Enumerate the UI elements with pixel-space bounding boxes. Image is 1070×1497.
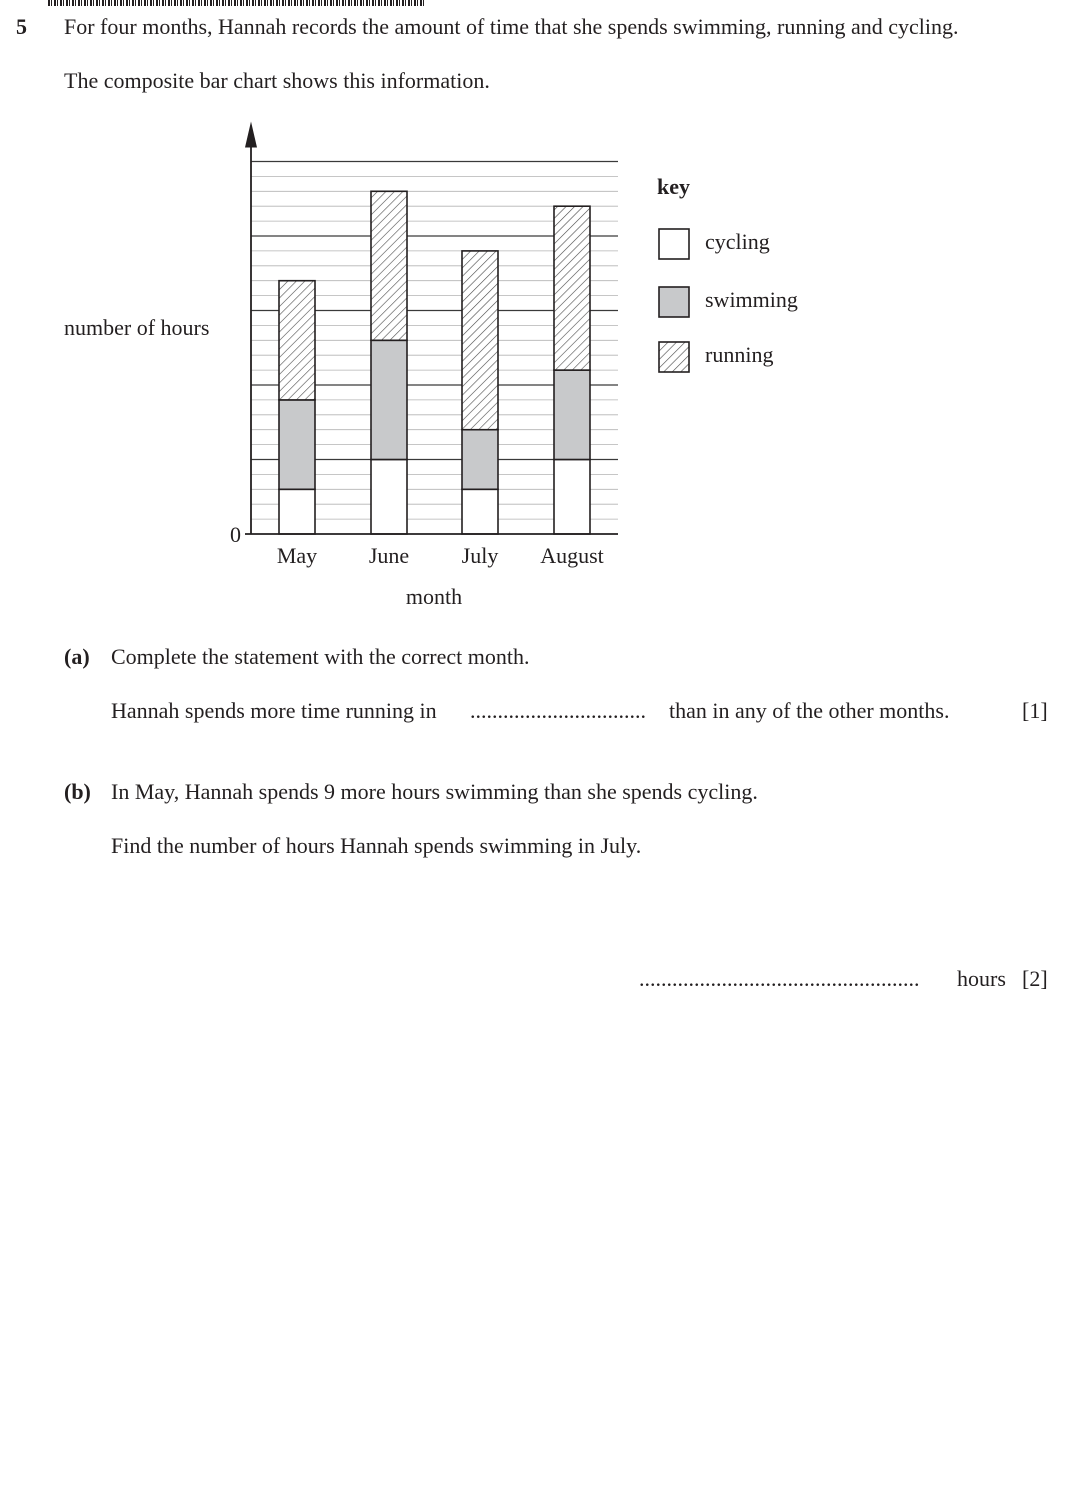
part-b-answer-unit: hours [957,966,1006,991]
part-b-line-2: Find the number of hours Hannah spends swimming in July. [111,833,642,858]
bar-running-may [279,281,315,400]
bar-cycling-july [462,489,498,534]
part-a-label: (a) [64,644,90,669]
bar-running-june [371,191,407,340]
bar-cycling-june [371,460,407,535]
composite-bar-chart [0,110,860,620]
chart-legend [657,174,798,372]
part-a-statement-start: Hannah spends more time running in [111,698,437,723]
part-b-marks: [2] [1022,966,1048,991]
x-tick-label-august: August [540,543,604,568]
part-a-statement-end: than in any of the other months. [669,698,950,723]
legend-label-swimming: swimming [705,287,798,312]
part-a-instruction: Complete the statement with the correct month. [111,644,530,669]
part-b-answer-line[interactable]: ................................................... [639,966,920,991]
question-intro-2: The composite bar chart shows this information. [64,68,490,93]
chart-labels [64,315,604,609]
bar-running-august [554,206,590,370]
part-a-marks: [1] [1022,698,1048,723]
bar-swimming-august [554,370,590,459]
legend-swatch-cycling [659,229,689,259]
chart-bars [279,191,590,534]
question-number: 5 [16,14,27,39]
part-b-label: (b) [64,779,91,804]
legend-title: key [657,174,690,199]
bar-swimming-june [371,340,407,459]
x-tick-label-june: June [368,543,410,568]
question-intro: For four months, Hannah records the amount of time that she spends swimming, running and cycling. [64,14,959,39]
bar-swimming-may [279,400,315,489]
y-tick-label: 0 [230,522,241,547]
bar-cycling-august [554,460,590,535]
legend-swatch-running [659,342,689,372]
legend-label-running: running [705,342,774,367]
legend-swatch-swimming [659,287,689,317]
part-a-answer-line[interactable]: ................................ [470,698,646,723]
bar-cycling-may [279,489,315,534]
barcode [48,0,424,6]
bar-swimming-july [462,430,498,490]
x-axis-title: month [405,584,463,609]
part-b-line-1: In May, Hannah spends 9 more hours swimming than she spends cycling. [111,779,758,804]
y-axis-arrow [245,122,257,148]
x-tick-label-may: May [276,543,318,568]
y-axis-title: number of hours [64,315,210,340]
legend-label-cycling: cycling [705,229,770,254]
bar-running-july [462,251,498,430]
x-tick-label-july: July [461,543,499,568]
